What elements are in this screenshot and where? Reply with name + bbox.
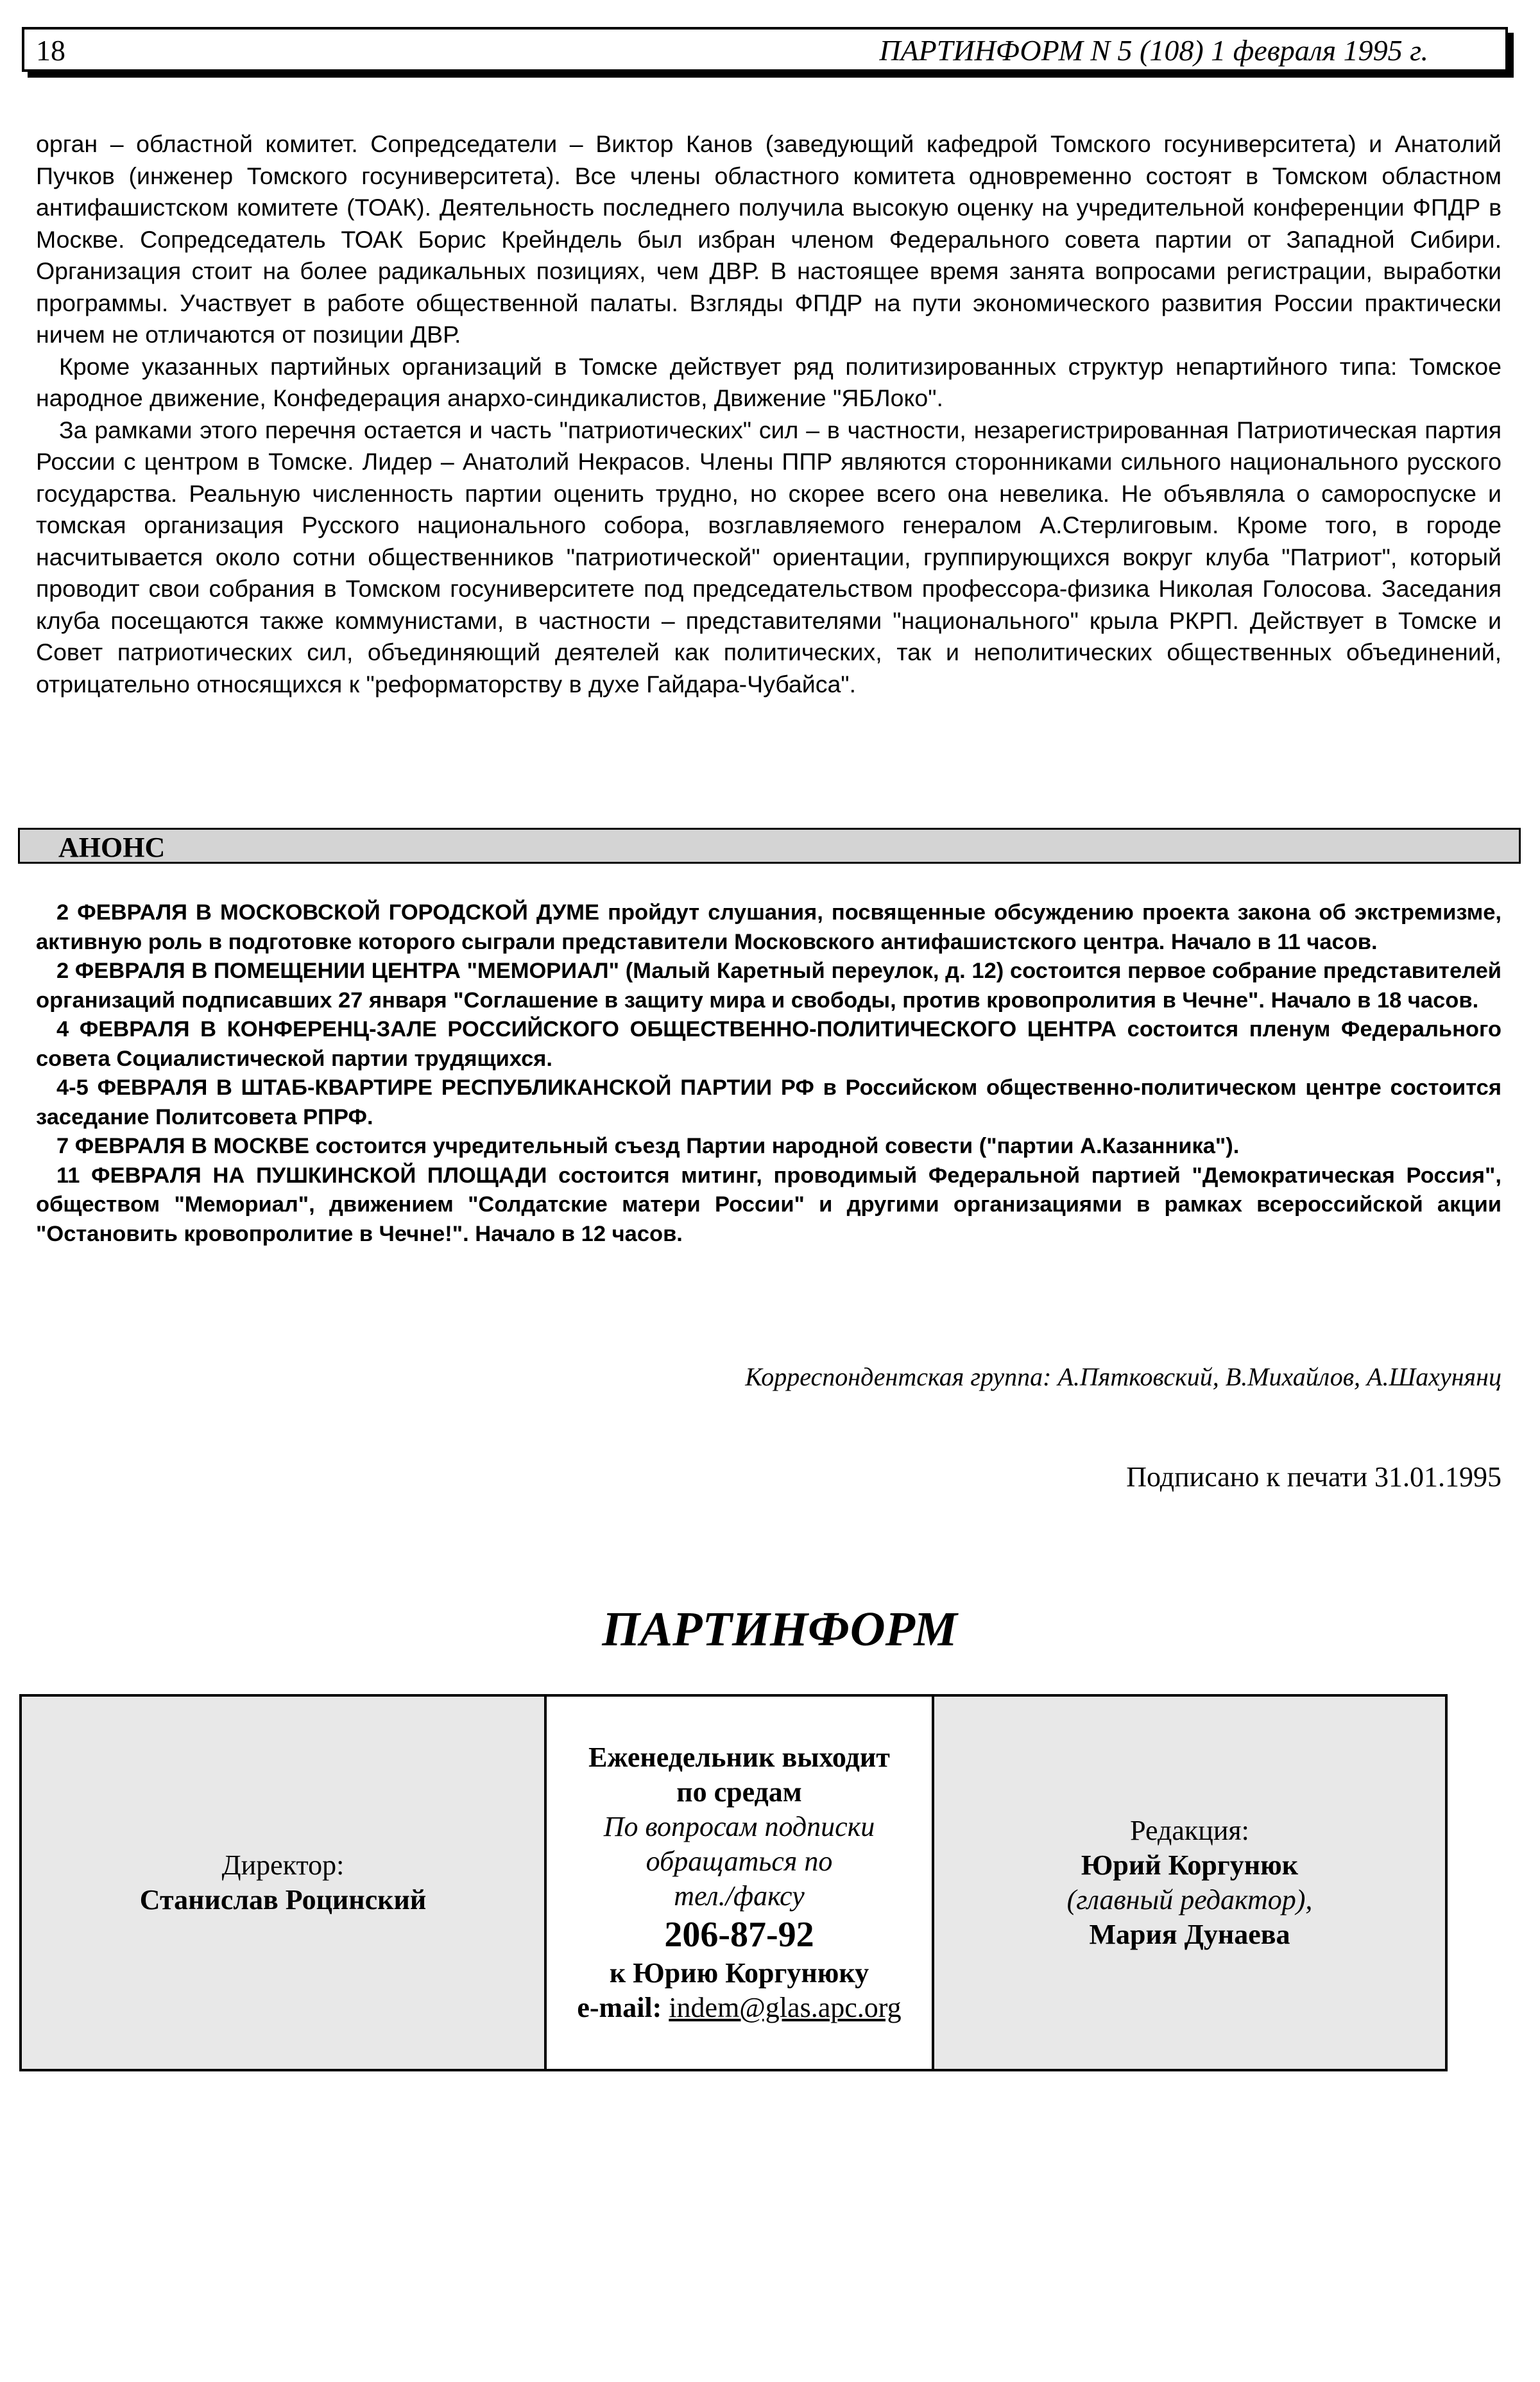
- article-paragraph: За рамками этого перечня остается и часть "патриотических" сил – в частности, незарегистрированная Патриотическая партия России с центром в Томске. Лидер – Анатолий Некрасов. Члены ППР являются сторонниками сильного национального русского государства. Реальную численность партии оценить трудно, но скорее всего она невелика. Не объявляла о самороспуске и томская организация Русского национального собора, возглавляемого генералом А.Стерлиговым. Кроме того, в городе насчитывается около сотни общественников "патриотической" ориентации, группирующихся вокруг клуба "Патриот", который проводит свои собрания в Томском госуниверситете под председательством профессора-физика Николая Голосова. Заседания клуба посещаются также коммунистами, в частности – представителями "национального" крыла РКРП. Действует в Томске и Совет патриотических сил, объединяющий деятелей как политических, так и неполитических общественных объединений, отрицательно относящихся к "реформаторству в духе Гайдара-Чубайса".: [36, 416, 1502, 698]
- article-paragraph: Кроме указанных партийных организаций в Томске действует ряд политизированных структур непартийного типа: Томское народное движение, Конфедерация анархо-синдикалистов, Движение "ЯБЛоко".: [36, 352, 1502, 411]
- editor2-name: Мария Дунаева: [1089, 1919, 1290, 1950]
- anons-list: [36, 898, 1502, 1249]
- anons-item: 2 ФЕВРАЛЯ В МОСКОВСКОЙ ГОРОДСКОЙ ДУМЕ пройдут слушания, посвященные обсуждению проекта закона об экстремизме, активную роль в подготовке которого сыграли представители Московского антифашистского центра. Начало в 11 часов.: [36, 900, 1502, 954]
- correspondents-credit: Корреспондентская группа: А.Пятковский, В.Михайлов, А.Шахунянц: [745, 1362, 1502, 1391]
- email-line: [577, 1991, 901, 2025]
- email-label: e-mail:: [577, 1992, 662, 2023]
- anons-item: 4-5 ФЕВРАЛЯ В ШТАБ-КВАРТИРЕ РЕСПУБЛИКАНСКОЙ ПАРТИИ РФ в Российском общественно-политическом центре состоится заседание Политсовета РПРФ.: [36, 1075, 1502, 1129]
- page-number: 18: [36, 34, 65, 67]
- anons-title: АНОНС: [58, 832, 166, 863]
- director-name: Станислав Роцинский: [139, 1884, 427, 1915]
- weekly-line: по средам: [676, 1776, 802, 1808]
- email-link[interactable]: indem@glas.apc.org: [669, 1992, 902, 2023]
- imprint-box: [19, 1694, 1448, 2071]
- subscription-line: обращаться по: [646, 1846, 833, 1877]
- article-paragraph: орган – областной комитет. Сопредседатели – Виктор Канов (заведующий кафедрой Томского госуниверситета) и Анатолий Пучков (инженер Томского госуниверситета). Все члены областного комитета одновременно состоят в Томском областном антифашистском комитете (ТОАК). Деятельность последнего получила высокую оценку на учредительной конференции ФПДР в Москве. Сопредседатель ТОАК Борис Крейндель был избран членом Федерального совета партии от Западной Сибири. Организация стоит на более радикальных позициях, чем ДВР. В настоящее время занята вопросами регистрации, выработки программы. Участвует в работе общественной палаты. Взгляды ФПДР на пути экономического развития России практически ничем не отличаются от позиции ДВР.: [36, 130, 1502, 348]
- subscription-column: [547, 1697, 934, 2069]
- page-header: [22, 27, 1508, 72]
- editorial-label: Редакция:: [1130, 1815, 1249, 1846]
- editor-role: (главный редактор),: [1066, 1884, 1313, 1915]
- publication-title: ПАРТИНФОРМ N 5 (108) 1 февраля 1995 г.: [879, 34, 1428, 67]
- director-label: Директор:: [221, 1849, 345, 1881]
- subscription-line: По вопросам подписки: [603, 1811, 875, 1842]
- anons-item: 11 ФЕВРАЛЯ НА ПУШКИНСКОЙ ПЛОЩАДИ состоится митинг, проводимый Федеральной партией "Демократическая Россия", обществом "Мемориал", движением "Солдатские матери России" и другими организациями в рамках всероссийской акции "Остановить кровопролитие в Чечне!". Начало в 12 часов.: [36, 1163, 1502, 1246]
- anons-item: 4 ФЕВРАЛЯ В КОНФЕРЕНЦ-ЗАЛЕ РОССИЙСКОГО ОБЩЕСТВЕННО-ПОЛИТИЧЕСКОГО ЦЕНТРА состоится пленум Федерального совета Социалистической партии трудящихся.: [36, 1017, 1502, 1071]
- weekly-line: Еженедельник выходит: [588, 1742, 890, 1773]
- anons-item: 2 ФЕВРАЛЯ В ПОМЕЩЕНИИ ЦЕНТРА "МЕМОРИАЛ" (Малый Каретный переулок, д. 12) состоится первое собрание представителей организаций подписавших 27 января "Соглашение в защиту мира и свободы, против кровопролития в Чечне". Начало в 18 часов.: [36, 959, 1502, 1013]
- subscription-line: тел./факсу: [674, 1880, 805, 1912]
- phone-number: 206-87-92: [664, 1915, 814, 1955]
- editorial-column: [934, 1697, 1445, 2069]
- director-column: [22, 1697, 547, 2069]
- anons-item: 7 ФЕВРАЛЯ В МОСКВЕ состоится учредительный съезд Партии народной совести ("партии А.Казанника").: [56, 1134, 1240, 1158]
- masthead-title: ПАРТИНФОРМ: [602, 1602, 957, 1656]
- contact-person: к Юрию Коргунюку: [609, 1957, 869, 1989]
- anons-section-header: [18, 828, 1521, 864]
- article-body: [36, 128, 1502, 700]
- editor-name: Юрий Коргунюк: [1081, 1849, 1299, 1881]
- signed-to-print: Подписано к печати 31.01.1995: [1126, 1461, 1502, 1493]
